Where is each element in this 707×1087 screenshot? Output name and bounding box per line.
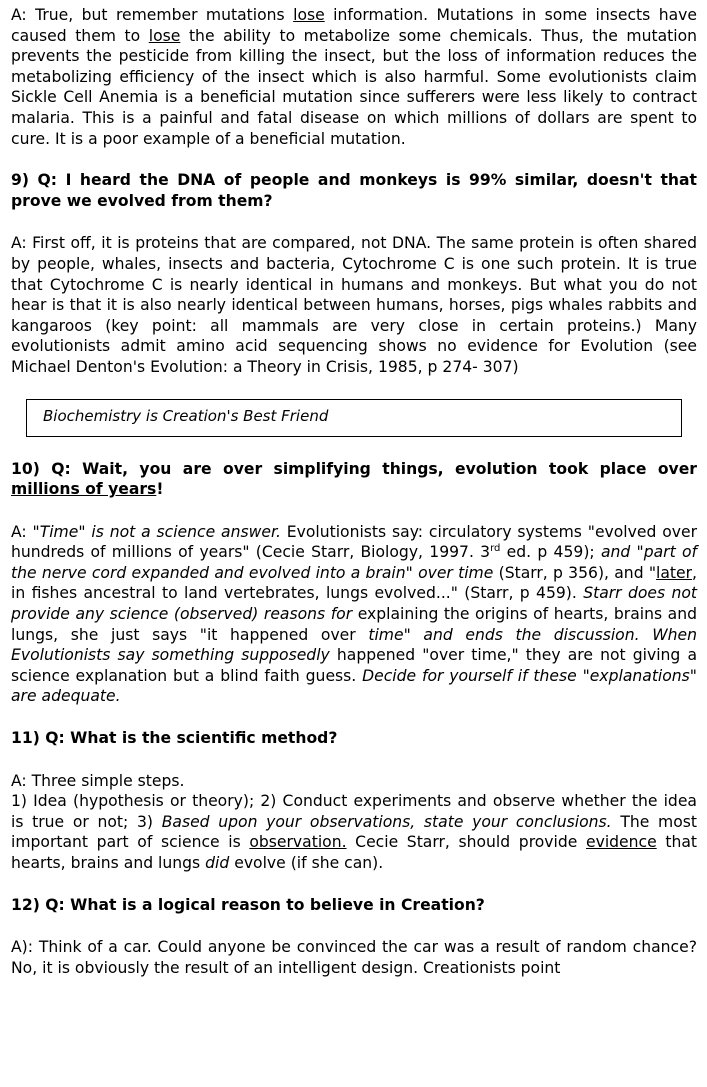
text-run: 10) Q: Wait, you are over simplifying things, evolution took place over bbox=[11, 459, 697, 478]
underlined-word: lose bbox=[148, 26, 181, 45]
italic-run: Starr does not provide any science (observed) reasons for bbox=[11, 584, 698, 624]
text-run: (Starr, p 356), and " bbox=[493, 563, 657, 582]
mutation-answer-paragraph bbox=[11, 5, 697, 149]
text-run: ! bbox=[156, 480, 164, 499]
underlined-word: later bbox=[656, 563, 693, 582]
answer-11-line bbox=[11, 791, 697, 873]
text-run: The most important part of science is bbox=[11, 812, 697, 852]
underlined-word: evidence bbox=[586, 833, 657, 852]
text-run: the ability to metabolize some chemicals. Thus, the mutation prevents the pesticide from killing the insect, but the loss of information reduces the metabolizing efficiency of the insect which is also harmful. Some evolutionists claim Sickle Cell Anemia is a beneficial mutation since sufferers were less likely to contract malaria. This is a painful and fatal disease on which millions of dollars are spent to cure. It is a poor example of a beneficial mutation. bbox=[11, 26, 698, 148]
text-run: that hearts, brains and lungs bbox=[11, 833, 698, 872]
question-11: 11) Q: What is the scientific method? bbox=[11, 729, 338, 748]
italic-run: and "part of the nerve cord expanded and evolved into a brain" over time bbox=[11, 543, 697, 582]
callout-box bbox=[26, 399, 682, 437]
text-run: happened "over time," they are not giving a science explanation but a blind faith guess. bbox=[11, 646, 698, 685]
text-run: , in fishes ancestral to land vertebrates, lungs evolved..." (Starr, p 459). bbox=[11, 563, 698, 603]
question-9: 9) Q: I heard the DNA of people and monkeys is 99% similar, doesn't that prove we evolved from them? bbox=[11, 171, 697, 210]
italic-run: Decide for yourself if these "explanations" are adequate. bbox=[11, 666, 697, 706]
answer-12: A): Think of a car. Could anyone be convinced the car was a result of random chance? No, it is obviously the result of an intelligent design. Creationists point bbox=[11, 938, 697, 977]
text-run: ed. p 459); bbox=[500, 543, 601, 562]
text-run: A: bbox=[11, 522, 33, 541]
answer-11 bbox=[11, 771, 697, 874]
question-10 bbox=[11, 459, 697, 500]
text-run: A: True, but remember mutations bbox=[11, 6, 294, 24]
answer-9: A: First off, it is proteins that are compared, not DNA. The same protein is often shared by people, whales, insects and bacteria, Cytochrome C is one such protein. It is true that Cytochrome C is nearly identical in humans and monkeys. But what you do not hear is that it is also nearly identical between humans, horses, pigs whales rabbits and kangaroos (key point: all mammals are very close in certain proteins.) Many evolutionists admit amino acid sequencing shows no evidence for Evolution (see Michael Denton's Evolution: a Theory in Crisis, 1985, p 274- 307) bbox=[11, 234, 697, 376]
text-run: Evolutionists say: circulatory systems "evolved over hundreds of millions of years" (Cecie Starr, Biology, 1997. 3 bbox=[11, 522, 697, 562]
underlined-phrase: millions of years bbox=[11, 480, 157, 499]
text-run: Cecie Starr, should provide bbox=[346, 833, 586, 852]
answer-10 bbox=[11, 522, 697, 707]
italic-run: time" and ends the discussion. When Evolutionists say something supposedly bbox=[11, 625, 697, 665]
text-run: explaining the origins of hearts, brains and lungs, she just says "it happened over bbox=[11, 605, 697, 644]
italic-run: "Time" is not a science answer. bbox=[32, 522, 281, 541]
text-run: evolve (if she can). bbox=[229, 854, 384, 872]
question-12: 12) Q: What is a logical reason to believe in Creation? bbox=[11, 895, 485, 914]
text-run: information. Mutations in some insects have caused them to bbox=[11, 6, 698, 45]
underlined-word: observation. bbox=[249, 833, 347, 852]
underlined-word: lose bbox=[293, 6, 325, 24]
superscript: rd bbox=[490, 543, 501, 555]
italic-run: Based upon your observations, state your conclusions. bbox=[161, 812, 612, 831]
text-run: 1) Idea (hypothesis or theory); 2) Conduct experiments and observe whether the idea is true or not; 3) bbox=[11, 792, 697, 831]
answer-11-line: A: Three simple steps. bbox=[11, 771, 185, 790]
callout-text: Biochemistry is Creation's Best Friend bbox=[43, 406, 329, 425]
italic-run: did bbox=[205, 854, 230, 872]
